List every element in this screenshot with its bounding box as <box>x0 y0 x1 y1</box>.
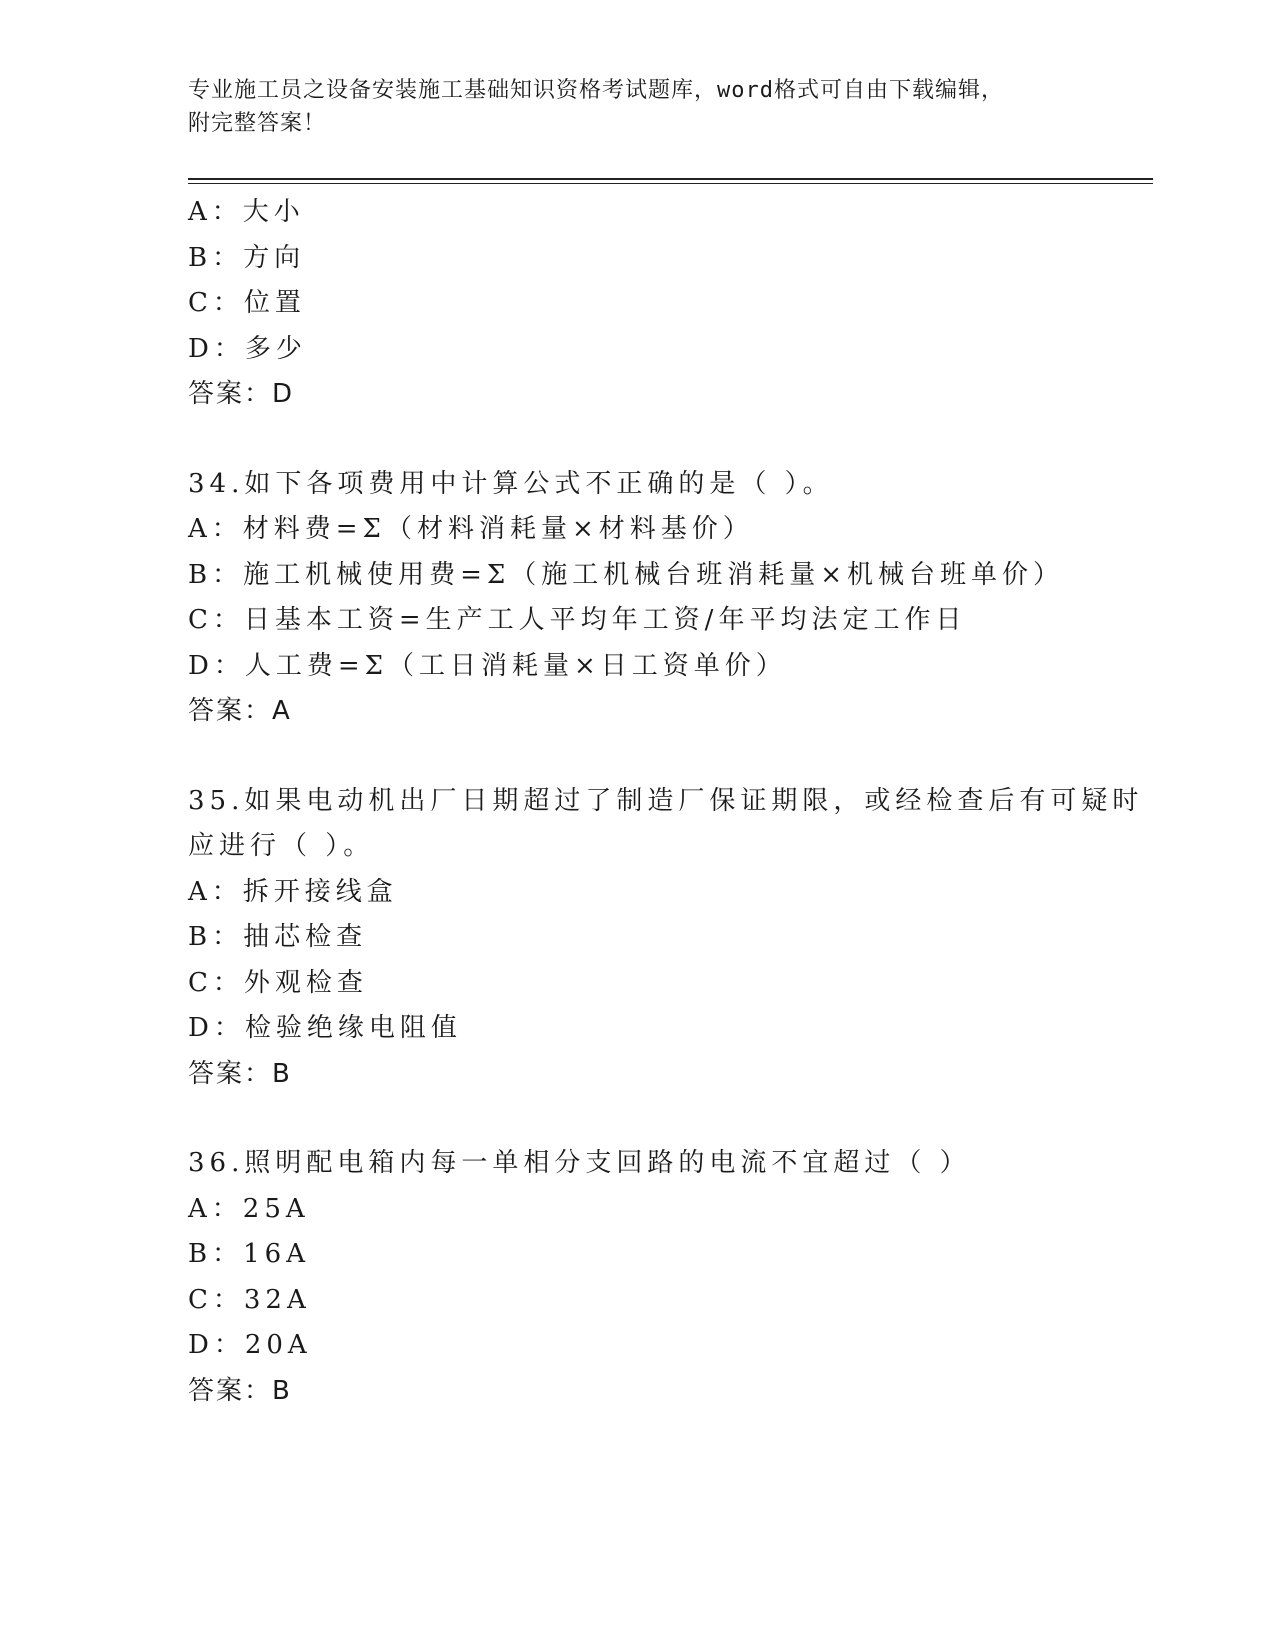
header-line-1: 专业施工员之设备安装施工基础知识资格考试题库，word格式可自由下载编辑， <box>188 78 1004 103</box>
question-stem: 36.照明配电箱内每一单相分支回路的电流不宜超过（ ） <box>188 1148 971 1178</box>
option-a: A：拆开接线盒 <box>188 876 398 907</box>
header-divider-thin <box>188 183 1153 184</box>
header-divider-thick <box>188 178 1153 180</box>
answer: 答案：B <box>188 1058 292 1089</box>
option-d: D：检验绝缘电阻值 <box>188 1013 462 1043</box>
question-33 <box>188 190 1148 418</box>
answer: 答案：B <box>188 1375 292 1406</box>
option-b: B：方向 <box>188 242 306 273</box>
question-35 <box>188 779 1148 1098</box>
question-stem-line-2: 应进行（ ）。 <box>188 831 375 861</box>
question-stem: 34.如下各项费用中计算公式不正确的是（ ）。 <box>188 468 834 499</box>
document-header <box>188 74 1068 140</box>
question-stem-line-1: 35.如果电动机出厂日期超过了制造厂保证期限，或经检查后有可疑时 <box>188 785 1144 816</box>
option-b: B：抽芯检查 <box>188 922 368 952</box>
option-d: D：多少 <box>188 333 307 364</box>
option-a: A：大小 <box>188 197 305 227</box>
answer: 答案：D <box>188 379 295 409</box>
header-line-2: 附完整答案！ <box>188 111 327 136</box>
option-d: D：人工费=Σ（工日消耗量×日工资单价） <box>188 650 787 681</box>
option-a: A：材料费=Σ（材料消耗量×材料基价） <box>188 514 754 544</box>
option-c: C：32A <box>188 1284 311 1315</box>
document-body <box>188 190 1148 1414</box>
option-c: C：外观检查 <box>188 967 368 998</box>
option-c: C：日基本工资=生产工人平均年工资/年平均法定工作日 <box>188 605 967 635</box>
option-d: D：20A <box>188 1330 312 1360</box>
option-a: A：25A <box>188 1193 310 1224</box>
option-b: B：16A <box>188 1239 310 1269</box>
question-34 <box>188 462 1148 735</box>
option-c: C：位置 <box>188 288 306 318</box>
question-36 <box>188 1141 1148 1414</box>
option-b: B：施工机械使用费=Σ（施工机械台班消耗量×机械台班单价） <box>188 559 1065 590</box>
answer: 答案：A <box>188 696 292 726</box>
